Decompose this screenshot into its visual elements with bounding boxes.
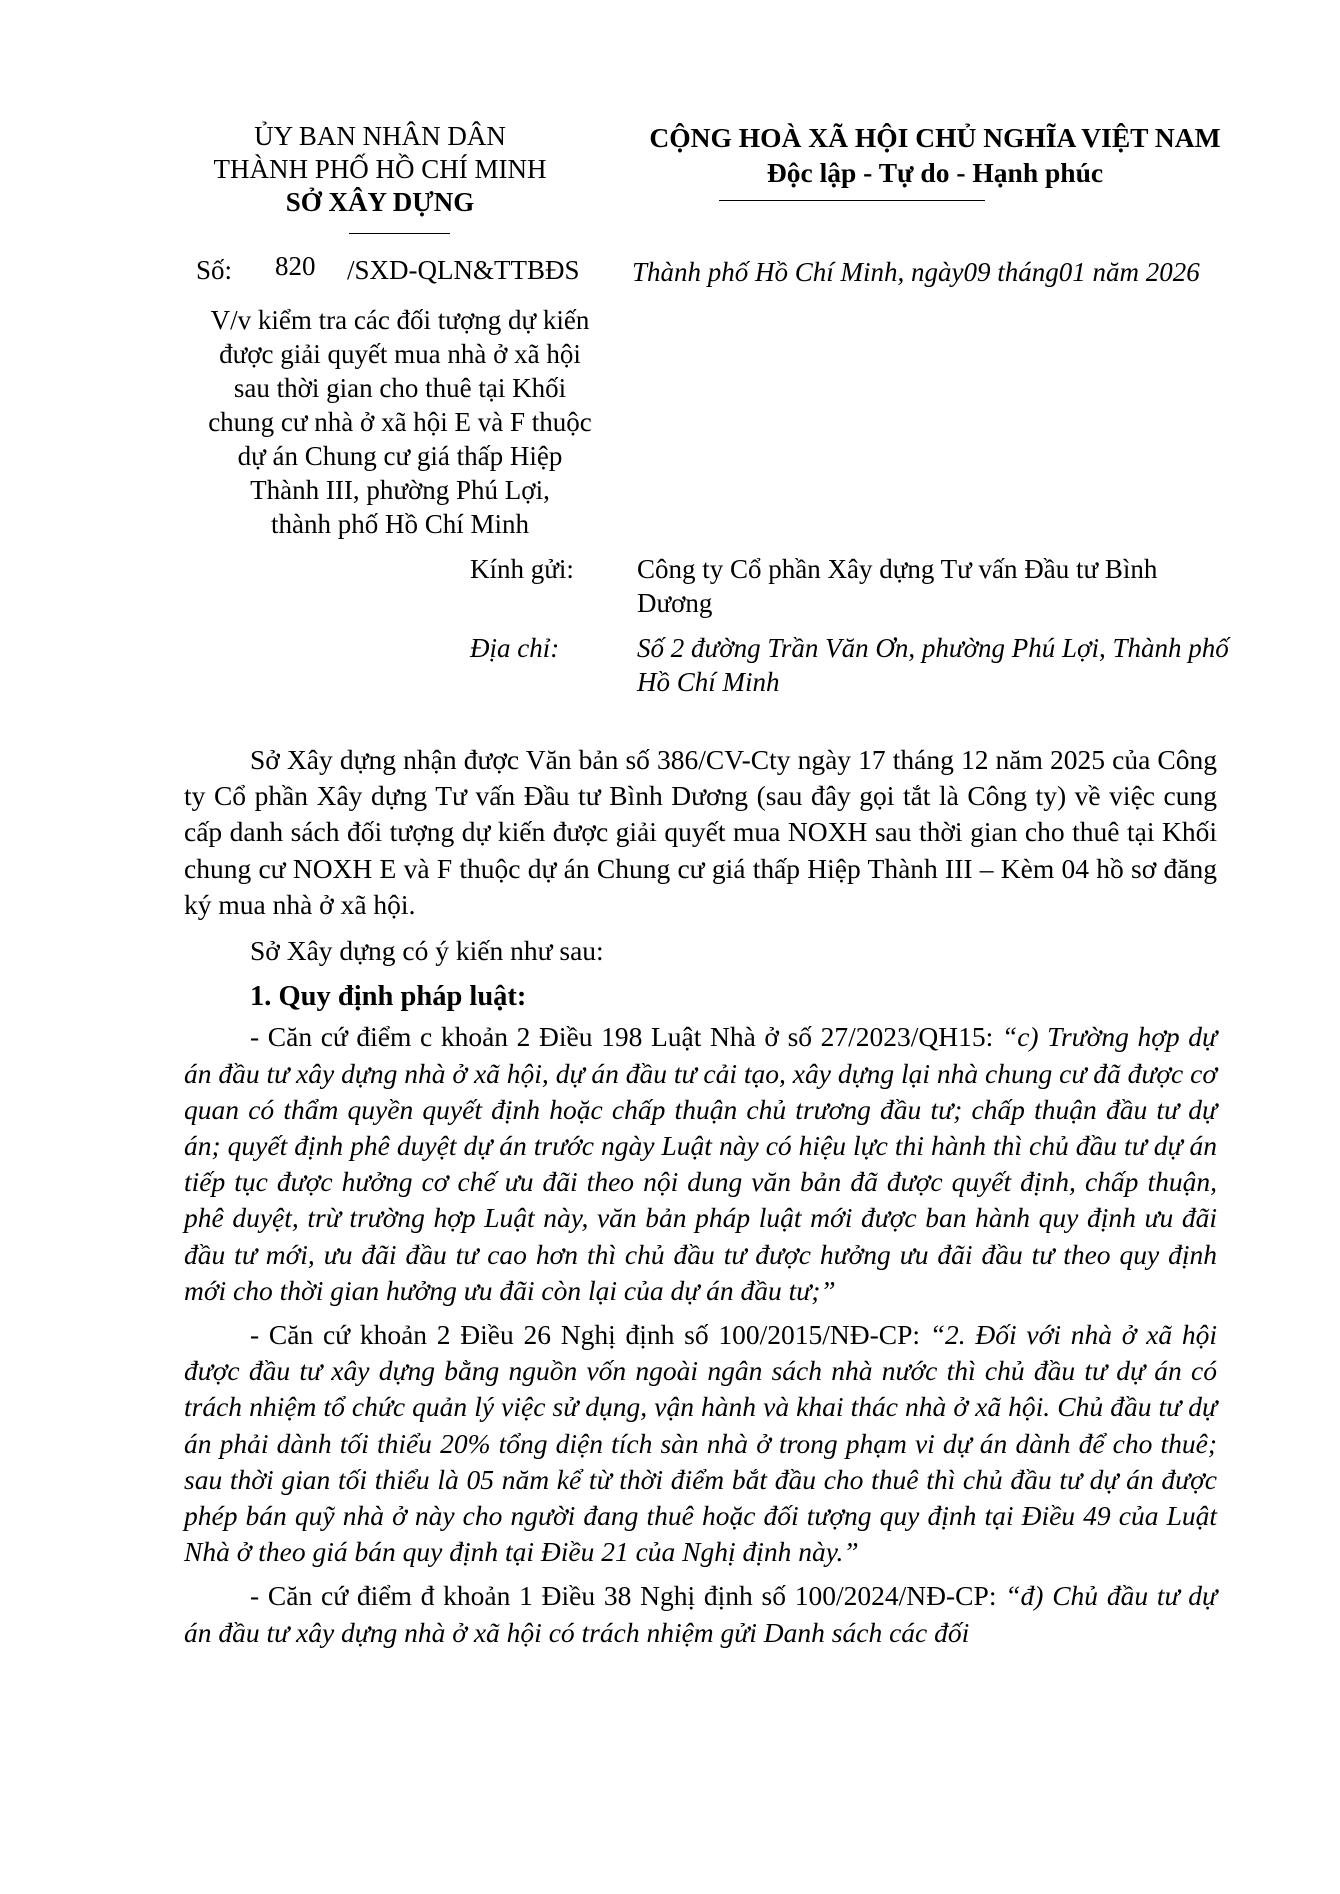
subject-line: sau thời gian cho thuê tại Khối — [233, 373, 567, 403]
citation-paragraph — [184, 1317, 1217, 1570]
letter-body — [184, 742, 1217, 1659]
section-heading: 1. Quy định pháp luật: — [250, 981, 527, 1013]
subject-line: thành phố Hồ Chí Minh — [270, 509, 529, 539]
citation-lead: - Căn cứ khoản 2 Điều 26 Nghị định số 100/2015/NĐ-CP: — [250, 1319, 930, 1351]
agency-line-2: THÀNH PHỐ HỒ CHÍ MINH — [213, 154, 547, 184]
subject-line: chung cư nhà ở xã hội E và F thuộc — [208, 407, 592, 437]
address-row — [470, 631, 1230, 699]
citation-quote: “c) Trường hợp dự án đầu tư xây dựng nhà ở xã hội, dự án đầu tư cải tạo, xây dựng lại nhà chung cư đã được cơ quan có thẩm quyền quyết định hoặc chấp thuận chủ trương đầu tư; chấp thuận đầu tư dự án; quyết định phê duyệt dự án trước ngày Luật này có hiệu lực thi hành thì chủ đầu tư dự án tiếp tục được hưởng cơ chế ưu đãi theo nội dung văn bản đã được quyết định, chấp thuận, phê duyệt, trừ trường hợp Luật này, văn bản pháp luật mới được ban hành quy định ưu đãi đầu tư mới, ưu đãi đầu tư cao hơn thì chủ đầu tư được hưởng ưu đãi đầu tư theo quy định mới cho thời gian hưởng ưu đãi còn lại của dự án đầu tư;” — [184, 1021, 1217, 1306]
subject-line: dự án Chung cư giá thấp Hiệp — [237, 441, 563, 471]
agency-line-1: ỦY BAN NHÂN DÂN — [254, 121, 506, 151]
motto-underline-divider — [719, 200, 985, 201]
document-number-value: 820 — [275, 251, 316, 281]
address-label: Địa chỉ: — [470, 633, 560, 663]
citation-quote: “đ) Chủ đầu tư dự án đầu tư xây dựng nhà ở xã hội có trách nhiệm gửi Danh sách các đối — [184, 1580, 1217, 1648]
citation-quote: “2. Đối với nhà ở xã hội được đầu tư xây dựng bằng nguồn vốn ngoài ngân sách nhà nước thì chủ đầu tư dự án có trách nhiệm tổ chức quản lý việc sử dụng, vận hành và khai thác nhà ở xã hội. Chủ đầu tư dự án phải dành tối thiểu 20% tổng diện tích sàn nhà ở trong phạm vi dự án dành để cho thuê; sau thời gian tối thiểu là 05 năm kể từ thời điểm bắt đầu cho thuê thì chủ đầu tư dự án được phép bán quỹ nhà ở này cho người đang thuê hoặc đối tượng quy định tại Điều 49 của Luật Nhà ở theo giá bán quy định tại Điều 21 của Nghị định này.” — [184, 1319, 1217, 1568]
intro-paragraph: Sở Xây dựng nhận được Văn bản số 386/CV-Cty ngày 17 tháng 12 năm 2025 của Công ty Cổ phần Xây dựng Tư vấn Đầu tư Bình Dương (sau đây gọi tắt là Công ty) về việc cung cấp danh sách đối tượng dự kiến được giải quyết mua NOXH sau thời gian cho thuê tại Khối chung cư NOXH E và F thuộc dự án Chung cư giá thấp Hiệp Thành III – Kèm 04 hồ sơ đăng ký mua nhà ở xã hội. — [184, 744, 1217, 920]
recipient-label: Kính gửi: — [470, 554, 574, 584]
document-number-label: Số: — [196, 255, 233, 285]
agency-line-3: SỞ XÂY DỰNG — [285, 187, 475, 217]
address-value: Số 2 đường Trần Văn Ơn, phường Phú Lợi, Thành phố Hồ Chí Minh — [637, 633, 1229, 697]
subject-block — [180, 303, 620, 541]
issuing-agency-block — [180, 120, 580, 219]
subject-line: được giải quyết mua nhà ở xã hội — [219, 339, 581, 369]
recipient-block — [470, 552, 1230, 710]
subject-line: V/v kiểm tra các đối tượng dự kiến — [210, 305, 590, 335]
citation-paragraph — [184, 1019, 1217, 1309]
citation-lead: - Căn cứ điểm c khoản 2 Điều 198 Luật Nhà ở số 27/2023/QH15: — [250, 1021, 1002, 1053]
agency-underline-divider — [349, 233, 450, 234]
motto: Độc lập - Tự do - Hạnh phúc — [766, 157, 1104, 188]
national-motto-block — [610, 120, 1260, 190]
opinion-paragraph: Sở Xây dựng có ý kiến như sau: — [250, 935, 604, 967]
country-name: CỘNG HOÀ XÃ HỘI CHỦ NGHĨA VIỆT NAM — [649, 122, 1221, 153]
citation-lead: - Căn cứ điểm đ khoản 1 Điều 38 Nghị định số 100/2024/NĐ-CP: — [250, 1580, 1006, 1612]
document-number-suffix: /SXD-QLN&TTBĐS — [347, 255, 580, 285]
citation-paragraph — [184, 1578, 1217, 1650]
recipient-name: Công ty Cổ phần Xây dựng Tư vấn Đầu tư Bình Dương — [637, 554, 1158, 618]
recipient-row — [470, 552, 1230, 620]
subject-line: Thành III, phường Phú Lợi, — [250, 475, 550, 505]
date-line: Thành phố Hồ Chí Minh, ngày09 tháng01 năm 2026 — [632, 257, 1200, 287]
